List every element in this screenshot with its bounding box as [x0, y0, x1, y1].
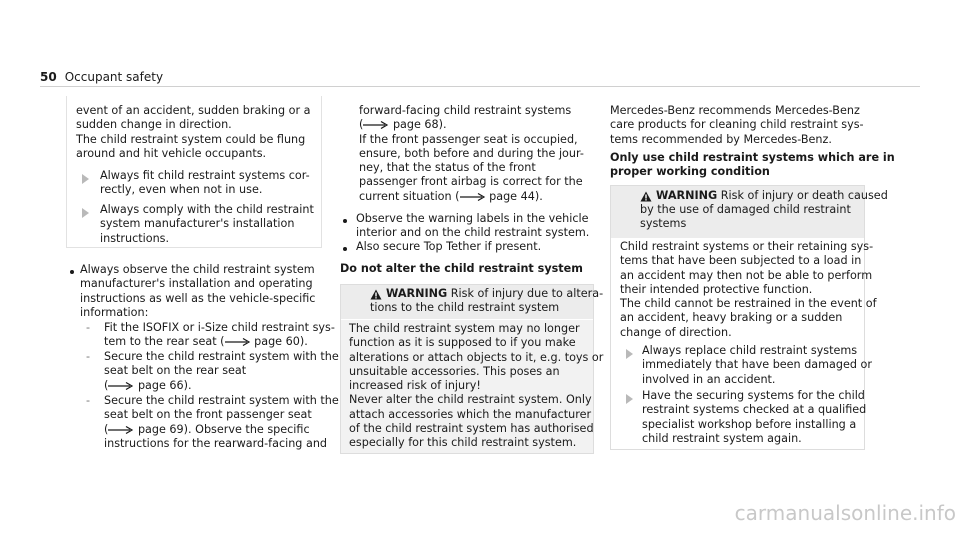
text-line: involved in an accident.	[642, 372, 776, 386]
text-line: Always fit child restraint systems cor-	[100, 169, 310, 182]
text-line: Have the securing systems for the child	[642, 389, 865, 402]
col2-continued	[359, 104, 584, 204]
dash-icon: -	[86, 321, 91, 334]
text-line: information:	[80, 305, 149, 319]
text-line: around and hit vehicle occupants.	[76, 146, 267, 160]
bullet-icon	[70, 270, 74, 274]
text-line: increased risk of injury!	[349, 379, 481, 393]
col3-item-1	[642, 344, 872, 387]
text-line: tem to the rear seat ( page 60).	[104, 335, 308, 349]
triangle-bullet-icon	[82, 174, 89, 184]
text-line: Never alter the child restraint system. Only	[349, 393, 592, 407]
watermark-text: carmanualsonline.info	[734, 501, 956, 525]
header-rule	[40, 86, 920, 87]
text-line: especially for this child restraint system.	[349, 436, 577, 450]
col1-box-item-2	[100, 203, 314, 246]
text-line: their intended protective function.	[620, 282, 813, 296]
text-line: immediately that have been damaged or	[642, 358, 872, 372]
text-line: WARNING Risk of injury due to altera-	[386, 287, 604, 300]
col3-warning-body	[620, 240, 877, 340]
text-line: unsuitable accessories. This poses an	[349, 364, 560, 378]
text-line: an accident may then not be able to perform	[620, 268, 873, 282]
text-line: Only use child restraint systems which are in	[610, 151, 895, 164]
col1-box-text	[76, 104, 311, 161]
warning-triangle-icon	[640, 191, 652, 202]
page-reference-arrow-icon	[460, 193, 486, 201]
text-line: restraint systems checked at a qualified	[642, 403, 867, 417]
text-line: Always replace child restraint systems	[642, 344, 858, 357]
text-line: forward-facing child restraint systems	[359, 104, 572, 117]
text-line: The child restraint system could be flung	[76, 132, 306, 146]
text-line: Always comply with the child restraint	[100, 203, 314, 216]
text-line: WARNING Risk of injury or death caused	[656, 189, 888, 202]
text-line: sudden change in direction.	[76, 118, 232, 132]
text-line: Observe the warning labels in the vehicle	[356, 212, 589, 225]
text-line: event of an accident, sudden braking or a	[76, 104, 311, 117]
col1-sub-3	[104, 394, 339, 451]
text-line: ( page 66).	[104, 378, 192, 392]
text-line: alterations or attach objects to it, e.g. toys or	[349, 350, 604, 364]
page-header	[40, 70, 163, 84]
col3-item-2	[642, 389, 866, 446]
col2-bullet-1	[356, 212, 589, 241]
text-line: specialist workshop before installing a	[642, 417, 857, 431]
page-reference-arrow-icon	[108, 382, 134, 390]
page-number: 50	[40, 70, 57, 84]
text-line: Secure the child restraint system with the	[104, 350, 339, 363]
text-line: proper working condition	[610, 165, 770, 179]
triangle-bullet-icon	[626, 349, 633, 359]
text-line: instructions as well as the vehicle-specific	[80, 291, 316, 305]
text-line: current situation ( page 44).	[359, 189, 543, 203]
text-line: If the front passenger seat is occupied,	[359, 132, 578, 146]
col1-box-item-1	[100, 169, 310, 198]
text-line: function as it is supposed to if you make	[349, 336, 576, 350]
page-reference-arrow-icon	[363, 121, 389, 129]
text-line: The child cannot be restrained in the event of	[620, 297, 877, 311]
bullet-icon	[343, 247, 347, 251]
text-line: Always observe the child restraint system	[80, 263, 315, 276]
text-line: tems that have been subjected to a load in	[620, 254, 862, 268]
bullet-icon	[343, 219, 347, 223]
text-line: rectly, even when not in use.	[100, 183, 263, 197]
col3-heading	[610, 151, 895, 180]
text-line: Fit the ISOFIX or i-Size child restraint sys-	[104, 321, 335, 334]
text-line: child restraint system again.	[642, 431, 802, 445]
col3-warning-title	[656, 189, 888, 203]
dash-icon: -	[86, 350, 91, 363]
dash-icon: -	[86, 394, 91, 407]
text-line: instructions for the rearward-facing and	[104, 436, 328, 450]
col2-bullet-2: Also secure Top Tether if present.	[356, 240, 542, 253]
section-title: Occupant safety	[64, 70, 164, 84]
col2-warning-title-2: tions to the child restraint system	[370, 301, 560, 314]
text-line: interior and on the child restraint system.	[356, 226, 590, 240]
col2-heading: Do not alter the child restraint system	[340, 262, 583, 275]
warning-label: WARNING	[386, 287, 448, 300]
text-line: ney, that the status of the front	[359, 161, 536, 175]
page-reference-arrow-icon	[225, 338, 251, 346]
text-line: care products for cleaning child restraint sys-	[610, 118, 864, 132]
col1-bullet	[80, 263, 315, 320]
col2-warning-title	[386, 287, 603, 301]
text-line: system manufacturer's installation	[100, 217, 295, 231]
col3-intro	[610, 104, 864, 147]
text-line: seat belt on the front passenger seat	[104, 408, 312, 422]
text-line: an accident, heavy braking or a sudden	[620, 311, 843, 325]
text-line: of the child restraint system has authorised	[349, 422, 594, 436]
col1-sub-1	[104, 321, 335, 350]
text-line: passenger front airbag is correct for the	[359, 175, 583, 189]
text-line: by the use of damaged child restraint	[640, 203, 851, 216]
text-line: Mercedes-Benz recommends Mercedes-Benz	[610, 104, 860, 117]
warning-label: WARNING	[656, 189, 718, 202]
text-line: Child restraint systems or their retaining sys-	[620, 240, 874, 253]
text-line: seat belt on the rear seat	[104, 364, 247, 378]
col2-warning-body	[349, 322, 603, 451]
triangle-bullet-icon	[626, 394, 633, 404]
col3-warning-title-rest	[640, 203, 851, 232]
warning-triangle-icon	[370, 289, 382, 300]
page-reference-arrow-icon	[108, 426, 134, 434]
text-line: ( page 69). Observe the specific	[104, 422, 310, 436]
text-line: ensure, both before and during the jour-	[359, 146, 584, 160]
text-line: attach accessories which the manufacturer	[349, 407, 592, 421]
col1-sub-2	[104, 350, 339, 393]
triangle-bullet-icon	[82, 208, 89, 218]
text-line: instructions.	[100, 231, 170, 245]
text-line: change of direction.	[620, 325, 732, 339]
text-line: Secure the child restraint system with the	[104, 394, 339, 407]
text-line: ( page 68).	[359, 118, 447, 132]
text-line: tems recommended by Mercedes-Benz.	[610, 132, 832, 146]
text-line: The child restraint system may no longer	[349, 322, 580, 335]
text-line: manufacturer's installation and operating	[80, 277, 313, 291]
text-line: systems	[640, 217, 687, 231]
